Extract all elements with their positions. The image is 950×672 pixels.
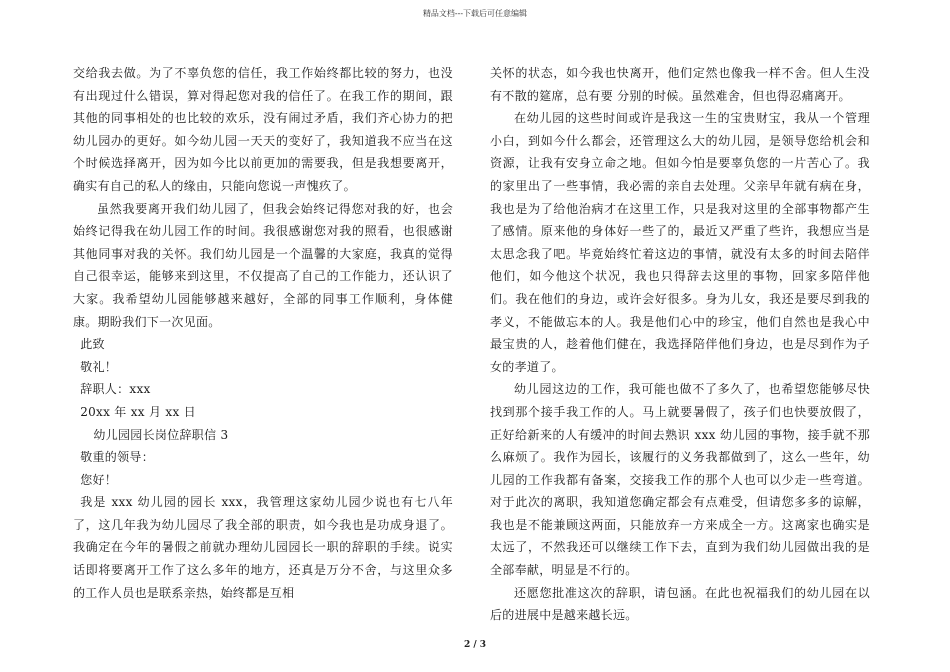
left-column: [73, 62, 453, 604]
paragraph: 我是 xxx 幼儿园的园长 xxx，我管理这家幼儿园少说也有七八年了，这几年我为幼儿园尽了我全部的职责，如今我也是功成身退了。我确定在今年的暑假之前就办理幼儿园园长一职的辞职的手续。说实话即将要离开工作了这么多年的地方，还真是万分不舍，与这里众多的工作人员也是联系亲热，始终都是互相: [73, 495, 453, 600]
page-number: 2 / 3: [463, 640, 487, 650]
closing-salute: 敬礼！: [80, 359, 118, 374]
salutation: 敬重的领导：: [80, 450, 154, 465]
paragraph: 还愿您批准这次的辞职，请包涵。在此也祝福我们的幼儿园在以后的进展中是越来越长远。: [490, 585, 870, 623]
date-line: 20xx 年 xx 月 xx 日: [80, 404, 196, 419]
right-column: [490, 62, 870, 627]
signature-line: 辞职人：xxx: [80, 382, 151, 397]
paragraph: 关怀的状态，如今我也快离开，他们定然也像我一样不舍。但人生没有不散的筵席，总有要 分别的时候。虽然难舍，但也得忍痛离开。: [490, 66, 870, 103]
paragraph: 幼儿园这边的工作，我可能也做不了多久了，也希望您能够尽快找到那个接手我工作的人。马上就要暑假了，孩子们也快要放假了，正好给新来的人有缓冲的时间去熟识 xxx 幼儿园的事物，接手就不那么麻烦了。我作为园长，该履行的义务我都做到了，这么一些年，幼儿园的工作我都有备案，交接我工作的那个人也可以少走一些弯道。对于此次的离职，我知道您确定都会有点难受，但请您多多的谅解，我也是不能兼顾这两面，只能放弃一方来成全一方。这离家也确实是太远了，不然我还可以继续工作下去，直到为我们幼儿园做出我的是全部奉献，明显是不行的。: [490, 382, 870, 578]
greeting: 您好！: [80, 472, 118, 487]
paragraph: 虽然我要离开我们幼儿园了，但我会始终记得您对我的好，也会始终记得我在幼儿园工作的时间。我很感谢您对我的照看，也很感谢其他同事对我的关怀。我们幼儿园是一个温馨的大家庭，我真的觉得自己很幸运，能够来到这里，不仅提高了自己的工作能力，还认识了大家。我希望幼儿园能够越来越好，全部的同事工作顺利，身体健康。期盼我们下一次见面。: [73, 201, 453, 329]
page-header: 精品文档---下载后可任意编辑: [422, 9, 528, 18]
paragraph: 交给我去做。为了不辜负您的信任，我工作始终都比较的努力，也没有出现过什么错误，算对得起您对我的信任了。在我工作的期间，跟其他的同事相处的也比较的欢乐，没有闹过矛盾，我们齐心协力的把幼儿园办的更好。如今幼儿园一天天的变好了，我知道我不应当在这个时候选择离开，因为如今比以前更加的需要我，但是我想要离开，确实有自己的私人的缘由，只能向您说一声愧疚了。: [73, 66, 453, 193]
paragraph: 在幼儿园的这些时间或许是我这一生的宝贵财宝，我从一个管理小白，到如今什么都会，还管理这么大的幼儿园，是领导您给机会和资源，让我有安身立命之地。但如今怕是要辜负您的一片苦心了。我的家里出了一些事情，我必需的亲自去处理。父亲早年就有病在身，我也是为了给他治病才在这里工作，只是我对这里的全部事物都产生了感情。原来他的身体好一些了的，最近又严重了些许，我想应当是太思念我了吧。毕竟始终忙着这边的事情，就没有太多的时间去陪伴他们，如今他这个状况，我也只得辞去这里的事物，回家多陪伴他们。我在他们的身边，或许会好很多。身为儿女，我还是要尽到我的孝义，不能做忘本的人。我是他们心中的珍宝，他们自然也是我心中最宝贵的人，趁着他们健在，我选择陪伴他们身边，也是尽到作为子女的孝道了。: [490, 111, 870, 374]
section-title: 幼儿园园长岗位辞职信 3: [93, 427, 229, 442]
closing-line: 此致: [80, 337, 105, 352]
